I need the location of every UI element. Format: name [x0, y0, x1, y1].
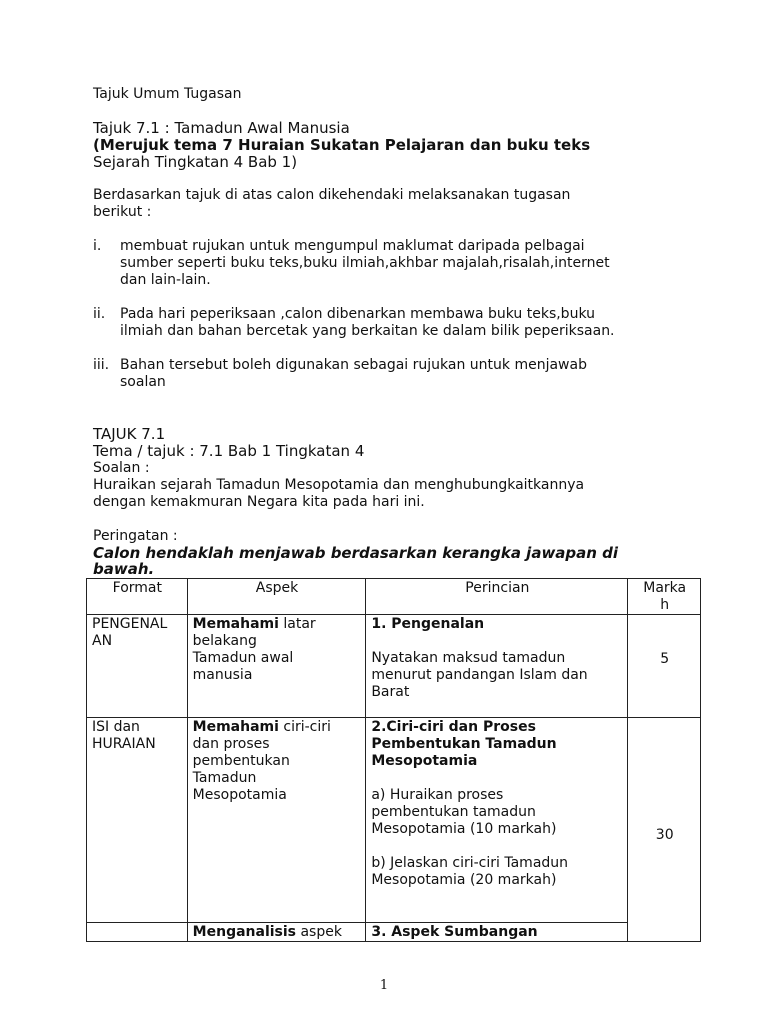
theme-line: Tema / tajuk : 7.1 Bab 1 Tingkatan 4 — [93, 442, 365, 460]
header-aspek: Aspek — [187, 579, 366, 615]
table-row — [87, 923, 701, 942]
table-row — [87, 615, 701, 718]
warning-label: Peringatan : — [93, 528, 178, 544]
topic-title: Tajuk 7.1 : Tamadun Awal Manusia — [93, 119, 350, 137]
warning-text-line-1: Calon hendaklah menjawab berdasarkan kerangka jawapan di — [93, 544, 619, 562]
cell-aspek: Memahami latar belakang Tamadun awal manusia — [187, 615, 366, 718]
table-header-row — [87, 579, 701, 615]
cell-perincian: 3. Aspek Sumbangan — [366, 923, 628, 942]
list-item-number: iii. — [93, 357, 110, 373]
list-item-number: i. — [93, 238, 102, 254]
cell-aspek: Memahami ciri-ciri dan proses pembentukan Tamadun Mesopotamia — [187, 718, 366, 923]
intro-line-1: Berdasarkan tajuk di atas calon dikehendaki melaksanakan tugasan — [93, 187, 571, 203]
page-number: 1 — [379, 978, 389, 993]
cell-format: PENGENAL AN — [87, 615, 188, 718]
question-label: Soalan : — [93, 460, 150, 476]
section-title: TAJUK 7.1 — [93, 425, 166, 443]
list-item: i. membuat rujukan untuk mengumpul maklumat daripada pelbagai sumber seperti buku teks,buku ilmiah,akhbar majalah,risalah,internet dan lain-lain. — [93, 238, 610, 288]
cell-format — [87, 923, 188, 942]
table-row — [87, 718, 701, 923]
header-perincian: Perincian — [366, 579, 628, 615]
intro-line-2: berikut : — [93, 204, 152, 220]
list-item: iii. Bahan tersebut boleh digunakan sebagai rujukan untuk menjawab soalan — [93, 357, 587, 390]
cell-markah: 30 — [628, 718, 701, 942]
header-markah: Marka h — [628, 579, 701, 615]
header-format: Format — [87, 579, 188, 615]
cell-perincian: 2.Ciri-ciri dan Proses Pembentukan Tamadun Mesopotamia a) Huraikan proses pembentukan tamadun Mesopotamia (10 markah) b) Jelaskan ciri-ciri Tamadun Mesopotamia (20 markah) — [366, 718, 628, 923]
topic-reference-line-2: Sejarah Tingkatan 4 Bab 1) — [93, 153, 298, 171]
cell-aspek: Menganalisis aspek — [187, 923, 366, 942]
document-heading: Tajuk Umum Tugasan — [93, 86, 242, 102]
cell-perincian: 1. Pengenalan Nyatakan maksud tamadun menurut pandangan Islam dan Barat — [366, 615, 628, 718]
question-line-2: dengan kemakmuran Negara kita pada hari ini. — [93, 494, 425, 510]
cell-format: ISI dan HURAIAN — [87, 718, 188, 923]
topic-reference-line-1: (Merujuk tema 7 Huraian Sukatan Pelajaran dan buku teks — [93, 136, 591, 154]
list-item: ii. Pada hari peperiksaan ,calon dibenarkan membawa buku teks,buku ilmiah dan bahan bercetak yang berkaitan ke dalam bilik peperiksaan. — [93, 306, 615, 339]
warning-text-line-2: bawah. — [93, 560, 155, 578]
list-item-number: ii. — [93, 306, 106, 322]
answer-framework-table — [86, 578, 701, 942]
cell-markah: 5 — [628, 615, 701, 718]
question-line-1: Huraikan sejarah Tamadun Mesopotamia dan menghubungkaitkannya — [93, 477, 585, 493]
